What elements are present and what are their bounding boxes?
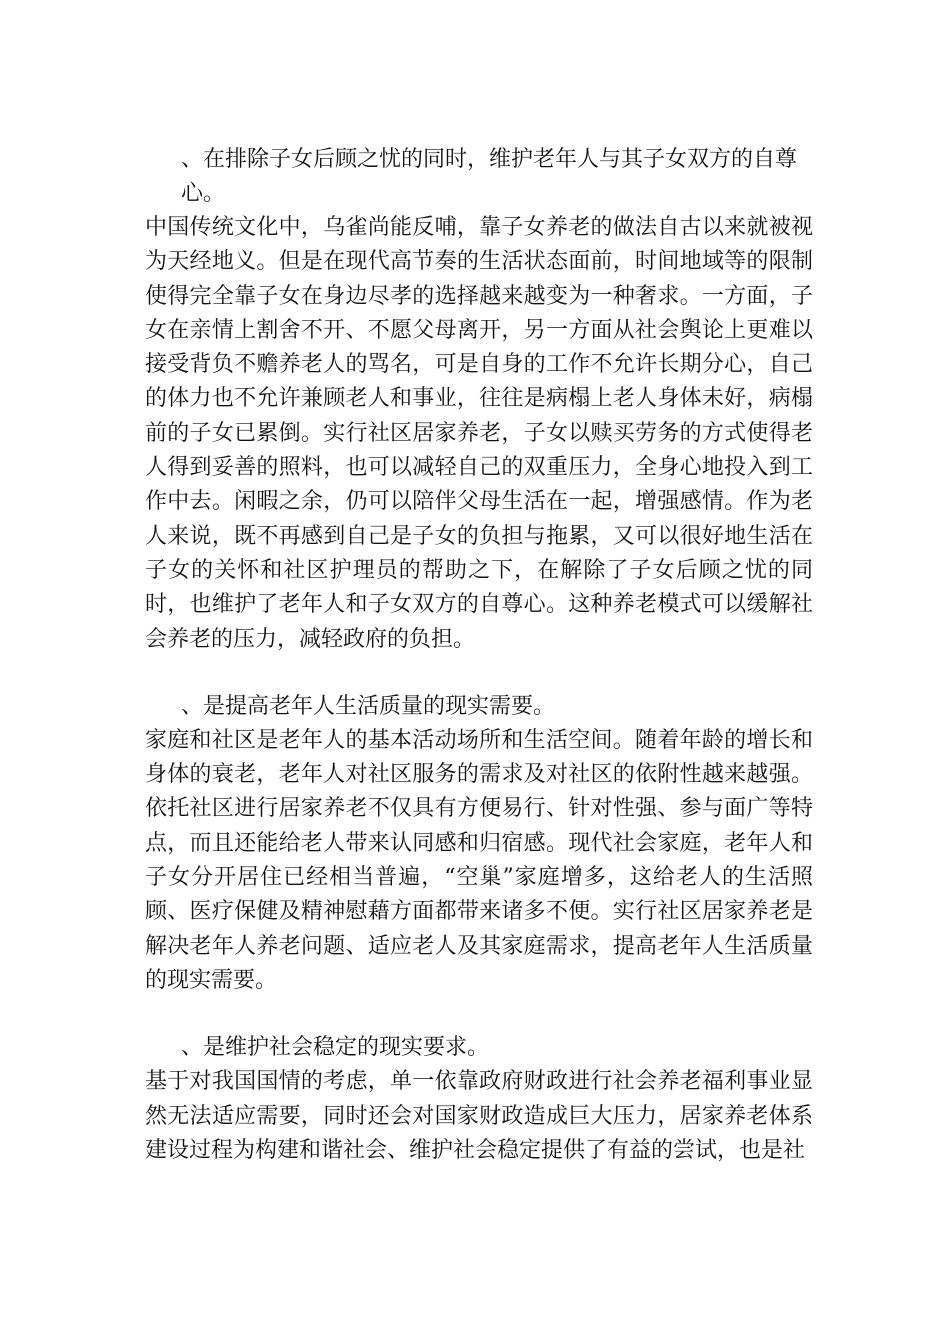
document-page (145, 143, 813, 1168)
section-paragraph: 中国传统文化中，乌雀尚能反哺，靠子女养老的做法自古以来就被视为天经地义。但是在现代高节奏的生活状态面前，时间地域等的限制使得完全靠子女在身边尽孝的选择越来越变为一种奢求。一方面，子女在亲情上割舍不开、不愿父母离开，另一方面从社会舆论上更难以接受背负不赡养老人的骂名，可是自身的工作不允许长期分心，自己的体力也不允许兼顾老人和事业，往往是病榻上老人身体未好，病榻前的子女已累倒。实行社区居家养老，子女以赎买劳务的方式使得老人得到妥善的照料，也可以减轻自己的双重压力，全身心地投入到工作中去。闲暇之余，仍可以陪伴父母生活在一起，增强感情。作为老人来说，既不再感到自己是子女的负担与拖累，又可以很好地生活在子女的关怀和社区护理员的帮助之下，在解除了子女后顾之忧的同时，也维护了老年人和子女双方的自尊心。这种养老模式可以缓解社会养老的压力，减轻政府的负担。 (145, 215, 813, 652)
section-self-esteem (145, 143, 813, 657)
section-heading: 、是提高老年人生活质量的现实需要。 (181, 693, 556, 719)
section-paragraph: 基于对我国国情的考虑，单一依靠政府财政进行社会养老福利事业显然无法适应需要，同时还会对国家财政造成巨大压力，居家养老体系建设过程为构建和谐社会、维护社会稳定提供了有益的尝试，也是社 (145, 1069, 813, 1163)
section-heading: 、是维护社会稳定的现实要求。 (181, 1035, 490, 1061)
section-paragraph: 家庭和社区是老年人的基本活动场所和生活空间。随着年龄的增长和身体的衰老，老年人对社区服务的需求及对社区的依附性越来越强。依托社区进行居家养老不仅具有方便易行、针对性强、参与面广等特点，而且还能给老人带来认同感和归宿感。现代社会家庭，老年人和子女分开居住已经相当普遍，“空巢”家庭增多，这给老人的生活照顾、医疗保健及精神慰藉方面都带来诸多不便。实行社区居家养老是解决老年人养老问题、适应老人及其家庭需求，提高老年人生活质量的现实需要。 (145, 727, 813, 993)
section-social-stability (145, 1031, 813, 1168)
section-heading: 、在排除子女后顾之忧的同时，维护老年人与其子女双方的自尊心。 (181, 147, 798, 206)
section-quality-of-life (145, 690, 813, 998)
